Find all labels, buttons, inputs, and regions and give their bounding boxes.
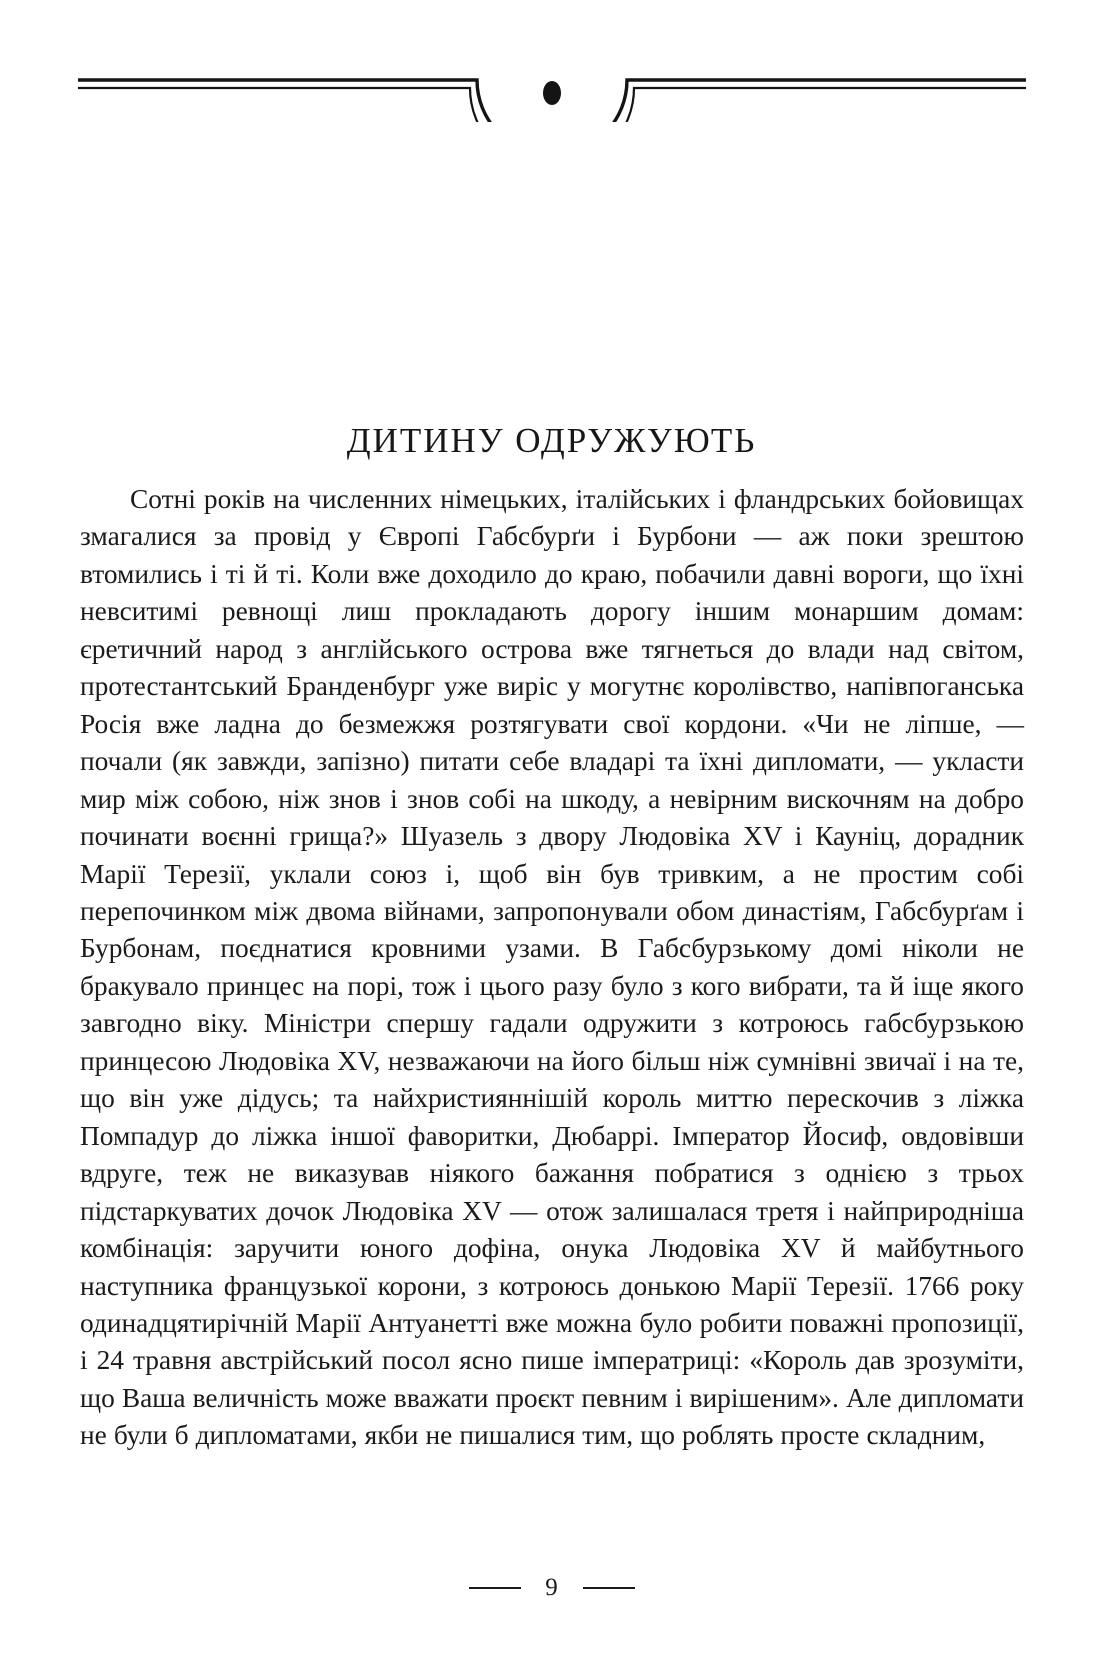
body-paragraph: Сотні років на численних німецьких, італійських і фландрських бойовищах змагалися за провід у Європі Габсбурґи і Бурбони — аж поки зрештою втомились і ті й ті. Коли вже доходило до краю, побачили давні вороги, що їхні невситимі ревнощі лиш прокладають дорогу іншим монаршим домам: єретичний народ з англійського острова вже тягнеться до влади над світом, протестантський Бранденбург уже виріс у могутнє королівство, напівпоганська Росія вже ладна до безмежжя розтягувати свої кордони. «Чи не ліпше, — почали (як завжди, запізно) питати себе владарі та їхні дипломати, — укласти мир між собою, ніж знов і знов собі на шкоду, а невірним вискочням на добро починати воєнні грища?» Шуазель з двору Людовіка XV і Кауніц, дорадник Марії Терезії, уклали союз і, щоб він був тривким, а не простим собі перепочинком між двома війнами, запропонували обом династіям, Габсбурґам і Бурбонам, поєднатися кровними узами. В Габсбурзькому домі ніколи не бракувало принцес на порі, тож і цього разу було з кого вибрати, та й іще якого завгодно віку. Міністри спершу гадали одружити з котроюсь габсбурзькою принцесою Людовіка XV, незважаючи на його більш ніж сумнівні звичаї і на те, що він уже дідусь; та найхристияннішій король миттю перескочив з ліжка Помпадур до ліжка іншої фаворитки, Дюбаррі. Імператор Йосиф, овдовівши вдруге, теж не виказував ніякого бажання побратися з однією з трьох підстаркуватих дочок Людовіка XV — отож залишалася третя і найприродніша комбінація: заручити юного дофіна, онука Людовіка XV й майбутнього наступника французької корони, з котроюсь донькою Марії Терезії. 1766 року одинадцятирічній Марії Антуанетті вже можна було робити поважні пропозиції, і 24 травня австрійський посол ясно пише імператриці: «Король дав зрозуміти, що Ваша величність може вважати проєкт певним і вирішеним». Але дипломати не були б дипломатами, якби не пишалися тим, що роблять просте складним, [80,484,1024,1451]
page-footer [0,1568,1103,1608]
page-number: 9 [545,1574,558,1601]
chapter-head-ornament [78,62,1026,122]
ornament-dot-icon [543,81,561,105]
footer-rule-right [583,1587,635,1589]
body-text-block [80,481,1024,1455]
footer-rule-left [469,1587,521,1589]
chapter-title: ДИТИНУ ОДРУЖУЮТЬ [346,421,757,461]
